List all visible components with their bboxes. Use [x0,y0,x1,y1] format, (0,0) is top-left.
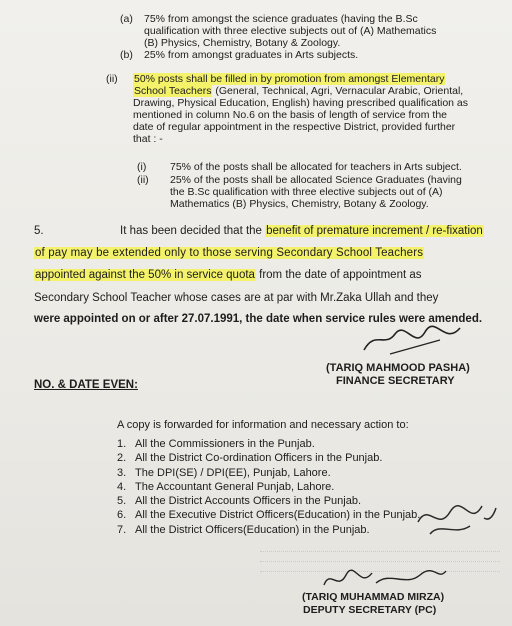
recipient-1: 1. All the Commissioners in the Punjab. [117,438,315,450]
handwritten-note [410,492,500,542]
item-a-line-2: qualification with three elective subjects out of (A) Mathematics [144,25,437,37]
sub-ii-line-3: Mathematics (B) Physics, Chemistry, Botany & Zoology. [170,198,429,210]
para5-line-5: were appointed on or after 27.07.1991, the date when service rules were amended. [34,313,483,325]
no-date-even: NO. & DATE EVEN: [34,379,138,391]
item-ii-line-4: mentioned in column No.6 on the basis of length of service from the [133,109,448,121]
item-ii-line-6: that : - [133,133,163,145]
item-ii-line-2-rest: (General, Technical, Agri, Vernacular Arabic, Oriental, [212,85,464,97]
item-b-line: 25% from amongst graduates in Arts subjects. [144,49,359,61]
recipient-4: 4. The Accountant General Punjab, Lahore. [117,480,335,493]
signature-1-name: (TARIQ MAHMOOD PASHA) [326,362,470,374]
para5-line-4: Secondary School Teacher whose cases are at par with Mr.Zaka Ullah and they [34,292,439,304]
item-ii-label: (ii) [106,73,118,85]
signature-2-name: (TARIQ MUHAMMAD MIRZA) [302,591,445,603]
copy-intro: A copy is forwarded for information and necessary action to: [117,419,409,431]
recipient-5: 5. All the District Accounts Officers in the Punjab. [117,495,362,508]
recipient-6: 6. All the Executive District Officers(Education) in the Punjab. [117,509,421,522]
recipient-3: 3. The DPI(SE) / DPI(EE), Punjab, Lahore. [117,466,331,479]
item-ii-line-3: Drawing, Physical Education, English) having prescribed qualification as [133,97,469,109]
para5-line-3-rest: from the date of appointment as [255,269,422,281]
item-ii-highlight-1: 50% posts shall be filled in by promotion from amongst Elementary [134,73,445,85]
para5-line-2 [34,242,424,264]
item-ii-highlight-2: School Teachers [134,85,212,97]
signature-2-title: DEPUTY SECRETARY (PC) [303,604,437,616]
item-ii-line-2 [133,85,463,97]
recipient-7: 7. All the District Officers(Education) in the Punjab. [117,523,370,536]
sub-i-label: (i) [137,161,147,173]
item-a-label: (a) [120,13,133,25]
para5-line-3-highlight: appointed against the 50% in service quota [35,269,255,281]
sub-i-text: 75% of the posts shall be allocated for teachers in Arts subject. [170,161,462,173]
para5-line-3 [34,264,422,286]
signature-1-scribble [360,320,470,360]
para5-number: 5. [34,225,44,237]
para5-line-1-plain: It has been decided that the [120,225,266,237]
item-ii-line-1 [133,73,445,85]
para5-line-2-highlight: of pay may be extended only to those serving Secondary School Teachers [35,247,424,259]
item-ii-line-5: date of regular appointment in the respective District, provided further [133,121,456,133]
sub-ii-line-2: the B.Sc qualification with three elective subjects out of (A) [170,186,443,198]
item-b-label: (b) [120,49,133,61]
para5-line-1-highlight: benefit of premature increment / re-fixation [266,225,483,237]
item-a-line-3: (B) Physics, Chemistry, Botany & Zoology. [144,37,341,49]
recipient-list [117,437,420,537]
item-a-line-1: 75% from amongst the science graduates (having the B.Sc [144,13,418,25]
recipient-2: 2. All the District Co-ordination Officers in the Punjab. [117,452,383,465]
signature-1-title: FINANCE SECRETARY [336,375,455,387]
sub-ii-label: (ii) [137,174,149,186]
para5-line-1 [120,220,484,242]
sub-ii-line-1: 25% of the posts shall be allocated Science Graduates (having [170,174,462,186]
